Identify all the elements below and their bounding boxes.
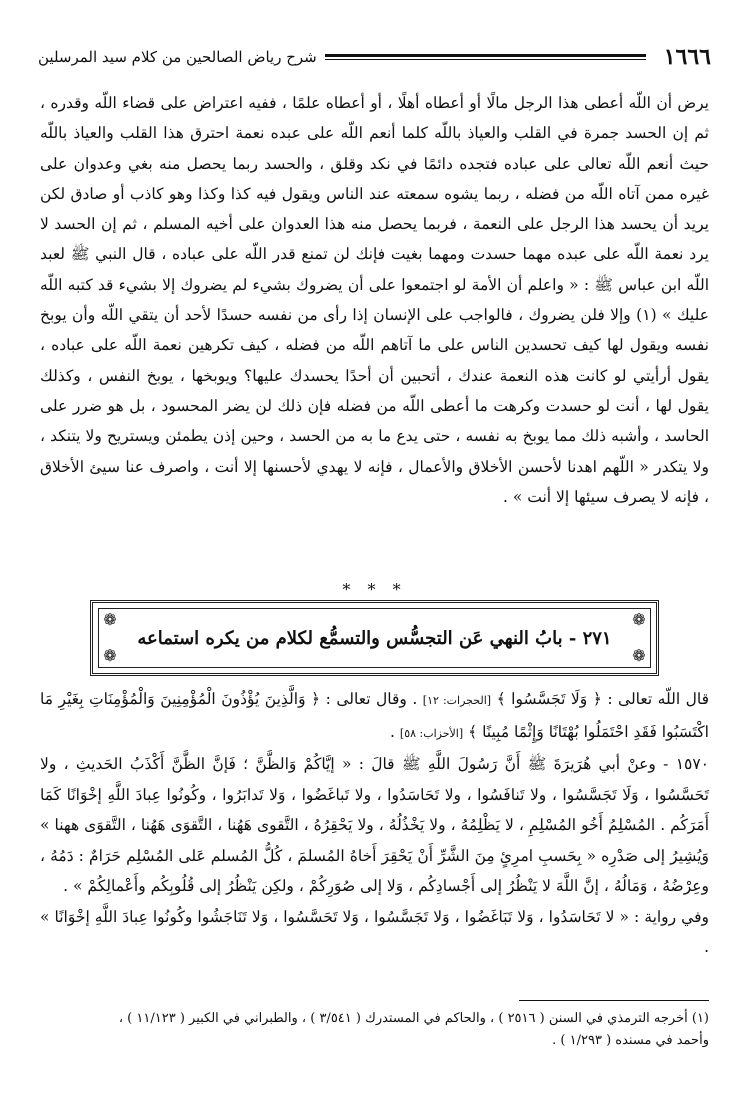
footnote-line: وأحمد في مسنده ( ١/٢٩٣ ) . (552, 1033, 709, 1048)
hadith-text: ١٥٧٠ - وعنْ أبي هُرَيرَةَ ﷺ أَنَّ رَسُولَ اللَّهِ ﷺ قالَ : « إيَّاكُمْ وَالظَّنَّ ؛ فَإنَّ الظَّنَّ أَكْذَبُ الحَديثِ ، ولا تَحَسَّسُوا ، وَلَا تَجَسَّسُوا ، ولا تَنافَسُوا ، ولا تَحَاسَدُوا ، ولا تَباغَضُوا ، وَلا تَدابَرُوا ، وكُونُوا عِبادَ اللَّهِ إخْوَانًا كَمَا أَمَرَكُم . المُسْلِمُ أَخُو المُسْلِمِ ، لا يَظْلِمُهُ ، ولا يَخْذُلُهُ ، ولا يَحْقِرُهُ ، التَّقوى هَهُنا ، التَّقوَى هَهُنا ، التَّقوَى ههنا » وَيُشِيرُ إلى صَدْرِه « بِحَسبِ امرِئٍ مِنَ الشَّرِّ أَنْ يَحْقِرَ أَخاهُ المُسلمَ ، كُلُّ المُسلم عَلى المُسْلِم حَرَامٌ : دَمُهُ ، وعِرْضُهُ ، وَمَالُهُ ، إنَّ اللَّهَ لا يَنْظُرُ إلى أَجْسادِكُم ، وَلا إلى صُوَرِكُمْ ، ولكِن يَنْظُرُ إلى قُلُوبِكُم وأَعْمالِكُمْ » . (40, 755, 709, 895)
corner-ornament-icon: ❁ (103, 646, 117, 665)
hadith-variant: وفي رواية : « لا تَحَاسَدُوا ، وَلا تَبَاغَضُوا ، وَلا تَجَسَّسُوا ، وَلا تَحَسَّسُوا ، وَلا تَنَاجَشُوا وكُونُوا عِبادَ اللَّهِ إخْوَانًا » . (40, 907, 709, 956)
verse-intro: . وقال تعالى : (325, 690, 418, 708)
running-title: شرح رياض الصالحين من كلام سيد المرسلين (38, 48, 317, 66)
chapter-title: ٢٧١ - بابُ النهي عَن التجسُّس والتسمُّع لكلام من يكره استماعه (137, 627, 612, 649)
footnote-line: (١) أخرجه الترمذي في السنن ( ٢٥١٦ ) ، والحاكم في المستدرك ( ٣/٥٤١ ) ، والطبراني في الكبير ( ١١/١٢٣ ) ، (118, 1011, 709, 1026)
hadith-section (40, 684, 709, 963)
verse-intro: قال اللّه تعالى : (607, 690, 710, 708)
verse-reference: [الأحزاب: ٥٨] (399, 726, 464, 740)
verse-reference: [الحجرات: ١٢] (422, 694, 492, 707)
chapter-title-frame (90, 600, 659, 676)
footnote (40, 1008, 709, 1052)
footnote-rule (519, 1000, 709, 1001)
corner-ornament-icon: ❁ (103, 610, 117, 629)
corner-ornament-icon: ❁ (632, 610, 646, 629)
corner-ornament-icon: ❁ (632, 646, 646, 665)
verses-paragraph (40, 684, 709, 749)
header-rule (325, 54, 646, 60)
quran-verse: ﴿ وَلَا تَجَسَّسُوا ﴾ (496, 690, 602, 708)
commentary-paragraph: يرض أن اللّه أعطى هذا الرجل مالًا أو أعطاه أهلًا ، أو أعطاه علمًا ، ففيه اعتراض على قضاء اللّه وقدره ، ثم إن الحسد جمرة في القلب والعياذ باللّه كلما أنعم اللّه على عبده نعمة احترق هذا القلب والعياذ باللّه حيث أنعم اللّه تعالى على عباده فتجده دائمًا في نكد وقلق ، والحسد ربما يحصل منه بغي وعدوان على غيره ممن آتاه اللّه من فضله ، ربما يشوه سمعته عند الناس ويقول فيه كذا وكذا وهو كاذب أو صادق لكن يريد أن يحسد هذا الرجل على النعمة ، فربما يحصل منه هذا العدوان على أخيه المسلم ، ثم إن الحسد لا يرد نعمة اللّه على عبده مهما حسدت ومهما بغيت فإنك لن تمنع قدر اللّه على عباده ، قال النبي ﷺ لعبد اللّه ابن عباس ﷺ : « واعلم أن الأمة لو اجتمعوا على أن يضروك بشيء لم يضروك إلا بشيء قد كتبه اللّه عليك » (١) وإلا فلن يضروك ، فالواجب على الإنسان إذا رأى من نفسه حسدًا لأحد أن يتقي اللّه وأن يوبخ نفسه ويقول لها كيف تحسدين الناس على ما آتاهم اللّه من فضله ، كيف تكرهين نعمة اللّه على عباده ، يقول أرأيتي لو كانت هذه النعمة عندك ، أتحبين أن أحدًا يحسدك عليها؟ ويوبخها ، يوبخ النفس ، وكذلك يقول لها ، أنت لو حسدت وكرهت ما أعطى اللّه من فضله فإن ذلك لن يضر المحسود ، بل هو ضرر على الحاسد ، وأشبه ذلك مما يوبخ به نفسه ، حتى يدع ما به من الحسد ، وحين إذن يطمئن ويستريح ولا يتنكد ، ولا يتكدر « اللّهم اهدنا لأحسن الأخلاق والأعمال ، فإنه لا يهدي لأحسنها إلا أنت ، واصرف عنا سيئ الأخلاق ، فإنه لا يصرف سيئها إلا أنت » . (40, 94, 709, 506)
section-separator: * * * (342, 580, 407, 599)
page-number: ١٦٦٦ (663, 44, 711, 70)
quran-verse: ﴿ وَالَّذِينَ يُؤْذُونَ الْمُؤْمِنِينَ وَالْمُؤْمِنَاتِ بِغَيْرِ مَا اكْتَسَبُوا فَقَدِ احْتَمَلُوا بُهْتَانًا وَإِثْمًا مُبِينًا ﴾ (40, 690, 709, 741)
page-header (38, 42, 711, 72)
verse-end: . (390, 722, 395, 741)
